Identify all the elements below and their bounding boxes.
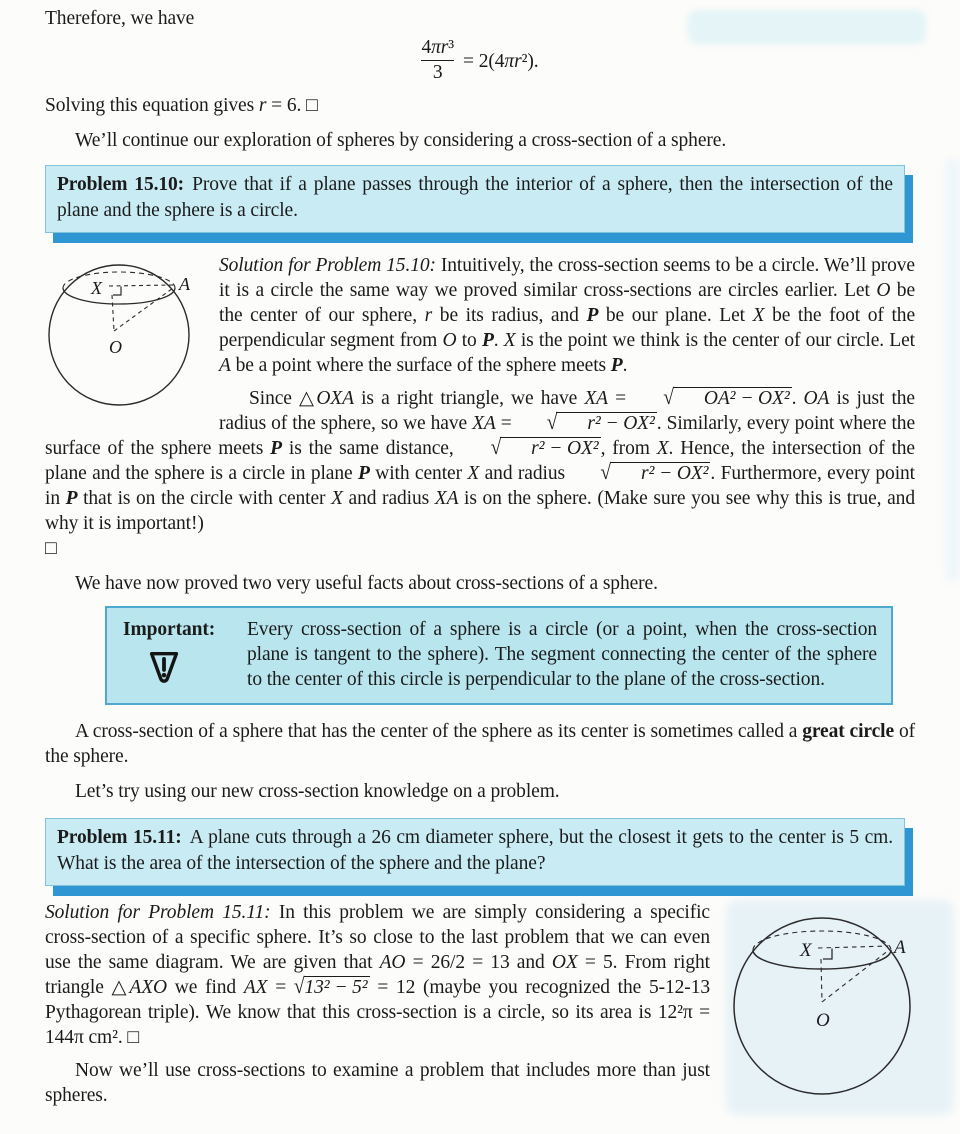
solution-15-11-block — [45, 900, 915, 1108]
segment-x-to-o — [112, 295, 114, 331]
important-text: Every cross-section of a sphere is a circle (or a point, when the cross-section plane is tangent to the sphere). The segment connecting the center of the sphere to the center of this circle is perpendicular to the plane of the cross-section. — [247, 619, 877, 690]
label-x: X — [91, 278, 102, 298]
paragraph-therefore: Therefore, we have — [45, 8, 195, 29]
sphere-outline — [734, 918, 910, 1094]
problem-15-10-label: Problem 15.10: — [57, 174, 185, 195]
paragraph-lets-try: Let’s try using our new cross-section knowledge on a problem. — [75, 781, 560, 802]
alert-exclamation-triangle-icon — [143, 647, 185, 689]
important-label-cell — [123, 617, 231, 692]
segment-x-to-a — [818, 946, 888, 948]
paragraph-solving: Solving this equation gives r = 6. □ — [45, 95, 318, 116]
paragraph-great-circle: A cross-section of a sphere that has the center of the sphere as its center is sometimes called a great circle of the sphere. — [45, 721, 915, 767]
paragraph-continue: We’ll continue our exploration of spheres by considering a cross-section of a sphere. — [75, 130, 727, 151]
label-x: X — [800, 940, 812, 961]
problem-15-11-label: Problem 15.11: — [57, 827, 182, 848]
fraction-bar — [421, 60, 454, 61]
fraction-numerator: 4πr³ — [421, 36, 455, 58]
important-label: Important: — [123, 619, 216, 640]
sphere-cross-section-diagram-left — [35, 257, 205, 409]
label-a: A — [894, 937, 906, 958]
problem-15-10-text: Prove that if a plane passes through the interior of a sphere, then the intersection of the plane and the sphere is a circle. — [57, 174, 893, 221]
problem-box-15-10 — [45, 165, 905, 233]
right-angle-mark — [823, 949, 832, 960]
problem-15-11-text: A plane cuts through a 26 cm diameter sphere, but the closest it gets to the center is 5 cm. What is the area of the intersection of the sphere and the plane? — [57, 827, 893, 874]
equation-rhs: = 2(4πr²). — [463, 50, 539, 72]
segment-x-to-a — [109, 285, 173, 286]
problem-box-15-11 — [45, 818, 905, 886]
cross-section-front-arc — [753, 950, 891, 969]
segment-o-to-a — [114, 288, 173, 331]
important-callout-box — [105, 606, 893, 705]
qed-symbol: □ — [45, 538, 57, 559]
sphere-diagram-svg — [35, 257, 205, 409]
right-angle-mark — [113, 287, 121, 296]
cross-section-back-arc — [753, 931, 891, 950]
fraction-denominator: 3 — [432, 61, 443, 83]
equation-display — [45, 35, 915, 85]
label-o: O — [816, 1010, 830, 1031]
segment-x-to-o — [821, 959, 822, 1002]
solution-15-10-block — [45, 253, 915, 561]
solution-15-10-paragraph-2: Since △OXA is a right triangle, we have XA = √ OA² − OX² . OA is just the radius of the sphere, so we have XA = √ r² − OX² . Similarly, every point where the surface of the sphere meets P is the same distance, √ r² − OX² , from X. Hence, the intersection of the plane and the sphere is a circle in plane P with center X and radius √ r² − OX² . Furthermore, every point in P that is on the circle with center X and radius XA is on the sphere. (Make sure you see why this is true, and why it is important!) — [45, 386, 916, 534]
cross-section-front-arc — [63, 288, 175, 304]
solution-15-10-paragraph-1: Solution for Problem 15.10: Intuitively, the cross-section seems to be a circle. We’ll prove it is a circle the same way we proved similar cross-sections are circles earlier. Let O be the center of our sphere, r be its radius, and P be our plane. Let X be the foot of the perpendicular segment from O to P. X is the point we think is the center of our circle. Let A be a point where the surface of the sphere meets P. — [219, 255, 916, 376]
label-o: O — [109, 337, 122, 357]
paragraph-facts: We have now proved two very useful facts about cross-sections of a sphere. — [75, 573, 658, 594]
sphere-diagram-svg — [722, 902, 927, 1107]
label-a: A — [179, 274, 190, 294]
solution-15-11-paragraph: Solution for Problem 15.11: In this problem we are simply considering a specific cross-section of a specific sphere. It’s so close to the last problem that we can even use the same diagram. We are given that AO = 26/2 = 13 and OX = 5. From right triangle △AXO we find AX = √13² − 5² = 12 (maybe you recognized the 5-12-13 Pythagorean triple). We know that this cross-section is a circle, so its area is 12²π = 144π cm². □ — [45, 902, 710, 1048]
sphere-cross-section-diagram-right — [722, 902, 927, 1107]
fraction — [421, 37, 454, 84]
paragraph-closing: Now we’ll use cross-sections to examine a problem that includes more than just spheres. — [45, 1060, 710, 1106]
